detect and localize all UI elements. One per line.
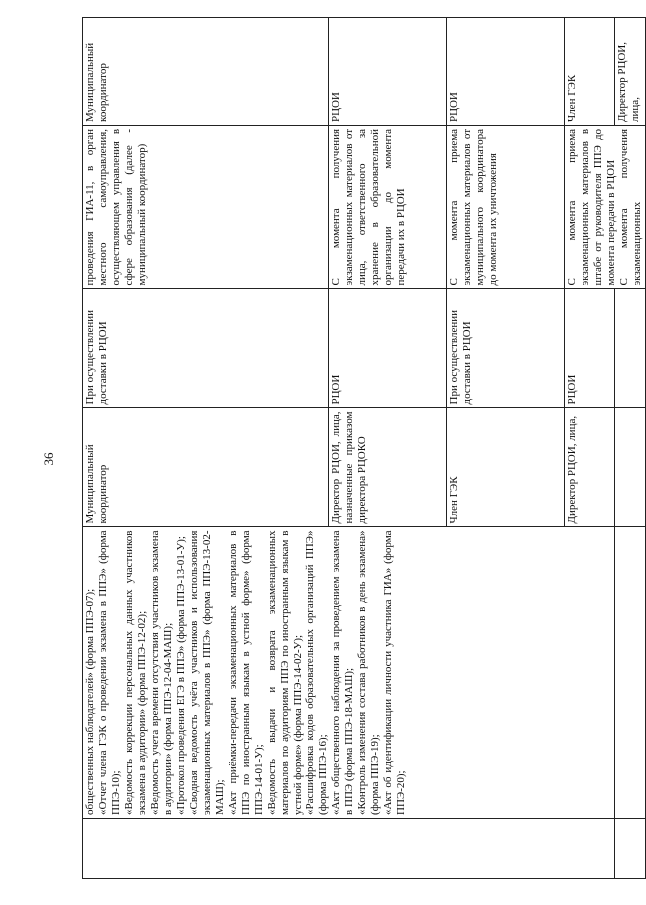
materials-table [82,17,646,879]
document-page [60,0,643,905]
table-cell-location: При осуществлении доставки в РЦОИ [447,289,565,408]
table-cell-period: С момента приема экзаменационных материалов от муниципального координатора до момента их уничтожения [447,125,565,289]
document-list-item: «Контроль изменения состава работников в день экзамена» (форма ППЭ-19); [356,530,382,815]
document-list-item: общественных наблюдателей» (форма ППЭ-07); [84,588,96,815]
table-cell-responsible [615,408,645,527]
table-cell-responsible: Член ГЭК [447,408,565,527]
table-cell-period: С момента получения экзаменационных материалов от лица, ответственного за хранение в образовательной организации до момента передачи их в РЦОИ [329,125,447,289]
table-cell-number [615,818,645,878]
page-number: 36 [41,452,56,466]
table-cell-location: При осуществлении доставки в РЦОИ [83,289,329,408]
rotated-table-wrapper [82,17,643,879]
table-cell-location: РЦОИ [565,289,615,408]
table-cell-location: РЦОИ [329,289,447,408]
table-cell-responsible: Директор РЦОИ, лица, назначенные приказом директора РЦОКО [329,408,447,527]
document-list-item: «Акт приёмки-передачи экзаменационных материалов в ППЭ по иностранным языкам в устной форме» (форма ППЭ-14-01-У); [226,530,265,815]
table-cell-owner: Директор РЦОИ, лица, [615,18,645,126]
table-cell-documents-list [615,527,645,818]
table-row [83,18,329,879]
document-list-item: «Отчет члена ГЭК о проведении экзамена в ППЭ» (форма ППЭ-10); [96,530,122,815]
table-cell-owner: РЦОИ [329,18,447,126]
table-cell-location [615,289,645,408]
table-cell-responsible: Муниципальный координатор [83,408,329,527]
table-cell-responsible: Директор РЦОИ, лица, [565,408,615,527]
document-list-item: «Ведомость учета времени отсутствия участников экзамена в аудитории» (форма ППЭ-12-04-МАШ); [148,530,174,815]
document-list-item: «Акт общественного наблюдения за проведением экзамена в ППЭ (форма ППЭ-18-МАШ); [330,530,356,815]
table-cell-period-continued: С момента получения экзаменационных [617,128,643,286]
table-cell-documents-list [83,527,615,818]
table-cell-owner: РЦОИ [447,18,565,126]
document-list-item: «Ведомость коррекции персональных данных участников экзамена в аудитории» (форма ППЭ-12-02); [122,530,148,815]
document-list-item: «Сводная ведомость учёта участников и использования экзаменационных материалов в ППЭ» (форма ППЭ-13-02-МАШ); [187,530,226,815]
document-list-item: «Расшифровка кодов образовательных организаций ППЭ» (форма ППЭ-16); [304,530,330,815]
document-list-item: «Акт об идентификации личности участника ГИА» (форма ППЭ-20); [382,530,408,815]
document-list-item: «Ведомость выдачи и возврата экзаменационных материалов по аудиториям ППЭ по иностранным языкам в устной форме» (форма ППЭ-14-02-У); [265,530,304,815]
table-cell-period: проведения ГИА-11, в орган местного самоуправления, осуществляющем управления в сфере образования (далее - муниципальный координатор) [83,125,329,289]
table-cell-number [83,818,615,878]
table-cell-owner: Член ГЭК [565,18,615,126]
table-cell-period: С момента приема экзаменационных материалов в штабе от руководителя ППЭ до момента передачи в РЦОИ С момента получения экзаменационных [565,125,646,289]
document-list-item: «Протокол проведения ЕГЭ в ППЭ» (форма ППЭ-13-01-У); [174,536,187,815]
table-cell-owner: Муниципальный координатор [83,18,329,126]
